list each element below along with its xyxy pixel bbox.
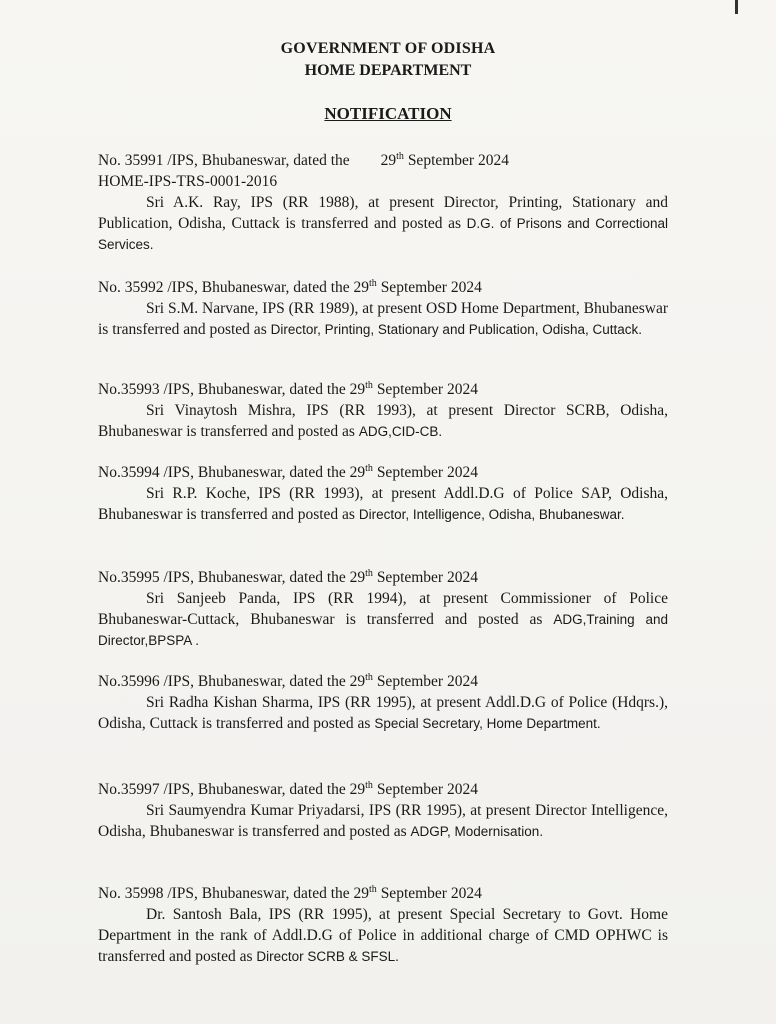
- notification-entry: [98, 273, 668, 340]
- entry-body: Sri Radha Kishan Sharma, IPS (RR 1995), at present Addl.D.G of Police (Hdqrs.), Odisha, Cuttack is transferred and posted as Special Secretary, Home Department.: [98, 694, 668, 733]
- posting-text: Director, Printing, Stationary and Publication, Odisha, Cuttack.: [270, 322, 643, 338]
- posting-text: ADG,CID-CB.: [358, 424, 443, 440]
- entry-body: Sri Sanjeeb Panda, IPS (RR 1994), at present Commissioner of Police Bhubaneswar-Cuttack, Bhubaneswar is transferred and posted as ADG,Training and Director,BPSPA .: [98, 590, 669, 649]
- entry-body: Sri Saumyendra Kumar Priyadarsi, IPS (RR 1995), at present Director Intelligence, Odisha, Bhubaneswar is transferred and posted as ADGP, Modernisation.: [98, 802, 668, 841]
- posting-text: Special Secretary, Home Department.: [374, 716, 601, 732]
- posting-text: ADGP, Modernisation.: [410, 824, 544, 840]
- entry-body: Sri Vinaytosh Mishra, IPS (RR 1993), at present Director SCRB, Odisha, Bhubaneswar is transferred and posted as ADG,CID-CB.: [98, 402, 668, 441]
- notification-entry: [98, 667, 668, 734]
- posting-text: ADG,Training and Director,BPSPA .: [98, 612, 669, 649]
- notification-entry: [98, 879, 668, 967]
- notification-entry: [98, 458, 668, 525]
- entry-reference: No.35994 /IPS, Bhubaneswar, dated the 29th September 2024: [98, 463, 478, 482]
- entry-reference: No. 35991 /IPS, Bhubaneswar, dated the 29th September 2024: [98, 151, 509, 170]
- notification-entry: [98, 775, 668, 842]
- notification-title: NOTIFICATION: [324, 104, 452, 123]
- entry-body: Sri S.M. Narvane, IPS (RR 1989), at present OSD Home Department, Bhubaneswar is transferred and posted as Director, Printing, Stationary and Publication, Odisha, Cuttack.: [98, 300, 668, 339]
- entry-reference: No.35995 /IPS, Bhubaneswar, dated the 29th September 2024: [98, 568, 478, 587]
- header-department: HOME DEPARTMENT: [304, 62, 472, 79]
- notification-entry: [98, 146, 668, 255]
- file-number: HOME-IPS-TRS-0001-2016: [98, 173, 278, 191]
- header-government: GOVERNMENT OF ODISHA: [280, 40, 496, 57]
- entry-reference: No.35996 /IPS, Bhubaneswar, dated the 29th September 2024: [98, 672, 478, 691]
- posting-text: Director, Intelligence, Odisha, Bhubaneswar.: [358, 507, 625, 523]
- scroll-mark: [735, 0, 738, 14]
- entry-body: Dr. Santosh Bala, IPS (RR 1995), at present Special Secretary to Govt. Home Department in the rank of Addl.D.G of Police in additional charge of CMD OPHWC is transferred and posted as Director SCRB & SFSL.: [98, 906, 668, 966]
- entry-reference: No. 35998 /IPS, Bhubaneswar, dated the 29th September 2024: [98, 884, 482, 903]
- entry-body: Sri R.P. Koche, IPS (RR 1993), at present Addl.D.G of Police SAP, Odisha, Bhubaneswar is transferred and posted as Director, Intelligence, Odisha, Bhubaneswar.: [98, 485, 668, 524]
- posting-text: Director SCRB & SFSL.: [256, 949, 399, 965]
- posting-text: D.G. of Prisons and Correctional Services.: [98, 216, 668, 253]
- entry-reference: No. 35992 /IPS, Bhubaneswar, dated the 29th September 2024: [98, 278, 482, 297]
- entry-reference: No.35993 /IPS, Bhubaneswar, dated the 29th September 2024: [98, 380, 478, 399]
- notification-entry: [98, 375, 668, 442]
- entry-body: Sri A.K. Ray, IPS (RR 1988), at present Director, Printing, Stationary and Publication, Odisha, Cuttack is transferred and posted as D.G. of Prisons and Correctional Services.: [98, 194, 668, 253]
- entry-reference: No.35997 /IPS, Bhubaneswar, dated the 29th September 2024: [98, 780, 478, 799]
- notification-entry: [98, 563, 668, 651]
